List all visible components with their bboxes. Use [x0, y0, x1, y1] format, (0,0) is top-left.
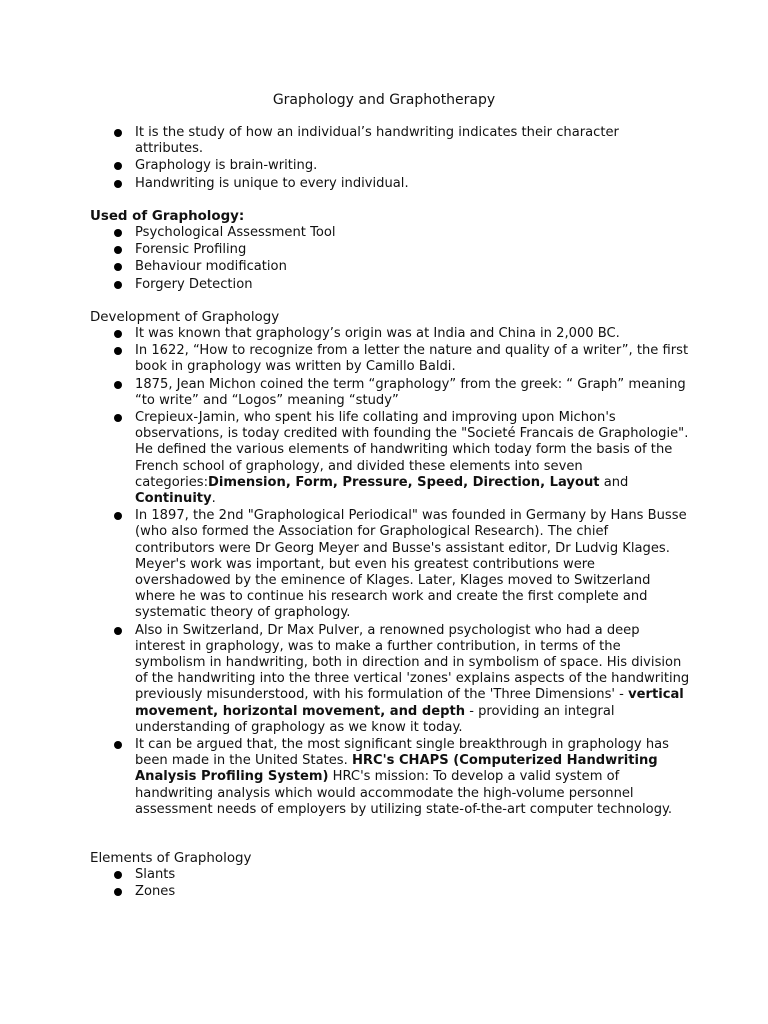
bold-hrc-chaps: HRC's CHAPS (Computerized Handwriting Analysis Profiling System) [135, 753, 658, 785]
bullet-icon [114, 281, 122, 289]
bullet-icon [114, 512, 122, 520]
bullet-icon [114, 627, 122, 635]
page-title: Graphology and Graphotherapy [272, 92, 496, 108]
intro-list [90, 125, 690, 192]
list-item: 1875, Jean Michon coined the term “graphology” from the greek: “ Graph” meaning “to write” and “Logos” meaning “study” [90, 377, 690, 409]
list-item: In 1622, “How to recognize from a letter the nature and quality of a writer”, the first book in graphology was written by Camillo Baldi. [90, 343, 690, 375]
bullet-icon [114, 330, 122, 338]
list-item: It is the study of how an individual’s handwriting indicates their character attributes. [90, 125, 690, 157]
uses-list [90, 225, 690, 293]
list-item: Slants [90, 867, 690, 883]
uses-heading: Used of Graphology: [90, 209, 245, 224]
bullet-icon [114, 263, 122, 271]
development-list [90, 326, 690, 818]
bold-three-dimensions: vertical movement, horizontal movement, and depth [135, 687, 684, 719]
bullet-icon [114, 180, 122, 188]
bullet-icon [114, 229, 122, 237]
uses-section [90, 208, 690, 294]
intro-section [90, 125, 690, 193]
bullet-icon [114, 888, 122, 896]
list-item: Forensic Profiling [90, 242, 690, 258]
list-item: Crepieux-Jamin, who spent his life collating and improving upon Michon's observations, is today credited with founding the "Societé Francais de Graphologie". He defined the various elements of handwriting which today form the basis of the French school of graphology, and divided these elements into seven categories:Dimension, Form, Pressure, Speed, Direction, Layout and Continuity. [90, 410, 690, 507]
list-item: Psychological Assessment Tool [90, 225, 690, 241]
development-section [90, 309, 690, 819]
bullet-icon [114, 871, 122, 879]
bold-categories: Dimension, Form, Pressure, Speed, Direction, Layout [208, 474, 600, 490]
elements-section [90, 850, 690, 901]
list-item: Graphology is brain-writing. [90, 158, 690, 174]
bold-continuity: Continuity [135, 491, 212, 507]
elements-heading: Elements of Graphology [90, 851, 252, 866]
elements-list [90, 867, 690, 900]
list-item: Also in Switzerland, Dr Max Pulver, a renowned psychologist who had a deep interest in graphology, was to make a further contribution, in terms of the symbolism in handwriting, both in direction and in symbolism of space. His division of the handwriting into the three vertical 'zones' explains aspects of the handwriting previously misunderstood, with his formulation of the 'Three Dimensions' - vertical movement, horizontal movement, and depth - providing an integral understanding of graphology as we know it today. [90, 623, 690, 736]
list-item: It was known that graphology’s origin was at India and China in 2,000 BC. [90, 326, 690, 342]
list-item: In 1897, the 2nd "Graphological Periodical" was founded in Germany by Hans Busse (who also formed the Association for Graphological Research). The chief contributors were Dr Georg Meyer and Busse's assistant editor, Dr Ludvig Klages. Meyer's work was important, but even his greatest contributions were overshadowed by the eminence of Klages. Later, Klages moved to Switzerland where he was to continue his research work and create the first complete and systematic theory of graphology. [90, 508, 690, 621]
list-item: Zones [90, 884, 690, 900]
bullet-icon [114, 381, 122, 389]
list-item: Behaviour modification [90, 259, 690, 275]
bullet-icon [114, 162, 122, 170]
bullet-icon [114, 246, 122, 254]
development-heading: Development of Graphology [90, 310, 280, 325]
bullet-icon [114, 347, 122, 355]
list-item: Forgery Detection [90, 277, 690, 293]
bullet-icon [114, 129, 122, 137]
bullet-icon [114, 414, 122, 422]
bullet-icon [114, 741, 122, 749]
list-item: Handwriting is unique to every individual. [90, 176, 690, 192]
list-item: It can be argued that, the most significant single breakthrough in graphology has been made in the United States. HRC's CHAPS (Computerized Handwriting Analysis Profiling System) HRC's mission: To develop a valid system of handwriting analysis which would accommodate the high-volume personnel assessment needs of employers by utilizing state-of-the-art computer technology. [90, 737, 690, 818]
